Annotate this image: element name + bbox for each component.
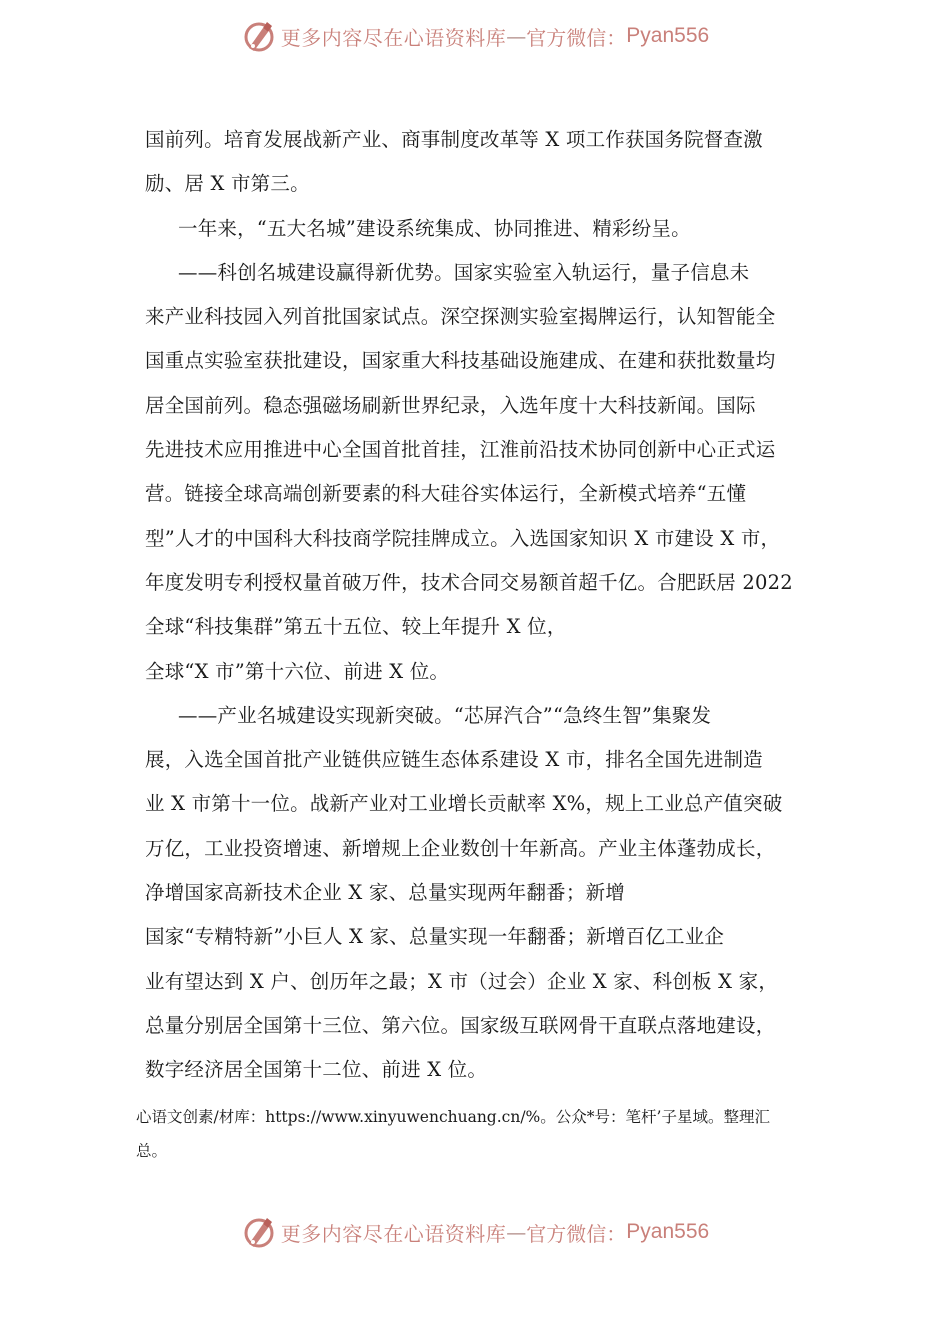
paragraph-line: 年度发明专利授权量首破万件，技术合同交易额首超千亿。合肥跃居 2022 [145,570,793,594]
banner-wechat-id: Pyan556 [626,24,710,47]
paragraph-line: 业 X 市第十一位。战新产业对工业增长贡献率 X%，规上工业总产值突破 [145,792,783,816]
paragraph-line: 万亿，工业投资增速、新增规上企业数创十年新高。产业主体蓬勃成长， [145,836,776,860]
paragraph-line: 全球“科技集群”第五十五位、较上年提升 X 位， [145,615,567,639]
banner-wechat-label: 官方微信： [526,25,627,50]
document-body [145,118,825,1093]
pen-logo-icon [241,18,277,54]
source-note-line: 总。 [136,1142,168,1160]
paragraph-line: 数字经济居全国第十二位、前进 X 位。 [145,1058,488,1082]
header-banner [0,14,950,58]
paragraph-line: 国前列。培育发展战新产业、商事制度改革等 X 项工作获国务院督查激 [145,128,763,151]
footer-banner [0,1210,950,1254]
paragraph-line: 一年来，“五大名城”建设系统集成、协同推进、精彩纷呈。 [178,216,691,240]
banner-separator: — [506,1220,527,1244]
banner-title: 更多内容尽在心语资料库 [280,25,507,50]
paragraph-line: 居全国前列。稳态强磁场刷新世界纪录，入选年度十大科技新闻。国际 [145,393,756,417]
source-note [136,1100,836,1168]
paragraph-line: ——科创名城建设赢得新优势。国家实验室入轨运行，量子信息未 [178,260,750,284]
paragraph-line: 总量分别居全国第十三位、第六位。国家级互联网骨干直联点落地建设， [145,1013,776,1037]
paragraph-line: 来产业科技园入列首批国家试点。深空探测实验室揭牌运行，认知智能全 [145,305,776,329]
source-note-line: 心语文创素/材库：https://www.xinyuwenchuang.cn/%。公众*号：笔杆’子星域。整理汇 [136,1108,770,1126]
banner-title: 更多内容尽在心语资料库 [280,1221,507,1246]
paragraph-line: 型”人才的中国科大科技商学院挂牌成立。入选国家知识 X 市建设 X 市， [145,526,781,550]
paragraph-line: ——产业名城建设实现新突破。“芯屏汽合”“急终生智”集聚发 [178,703,712,727]
paragraph-line: 净增国家高新技术企业 X 家、总量实现两年翻番；新增 [145,881,625,905]
paragraph-line: 业有望达到 X 户、创历年之最；X 市（过会）企业 X 家、科创板 X 家， [145,969,779,993]
banner-wechat-id: Pyan556 [626,1220,710,1243]
paragraph-line: 国重点实验室获批建设，国家重大科技基础设施建成、在建和获批数量均 [145,349,776,373]
paragraph-line: 励、居 X 市第三。 [145,172,310,196]
paragraph-line: 展，入选全国首批产业链供应链生态体系建设 X 市，排名全国先进制造 [145,748,763,772]
paragraph-line: 国家“专精特新”小巨人 X 家、总量实现一年翻番；新增百亿工业企 [145,925,725,949]
banner-wechat-label: 官方微信： [526,1221,627,1246]
paragraph-line: 营。链接全球高端创新要素的科大硅谷实体运行，全新模式培养“五懂 [145,482,747,506]
pen-logo-icon [241,1214,277,1250]
paragraph-line: 先进技术应用推进中心全国首批首挂，江淮前沿技术协同创新中心正式运 [145,438,776,462]
paragraph-line: 全球“X 市”第十六位、前进 X 位。 [145,659,450,683]
banner-separator: — [506,24,527,48]
